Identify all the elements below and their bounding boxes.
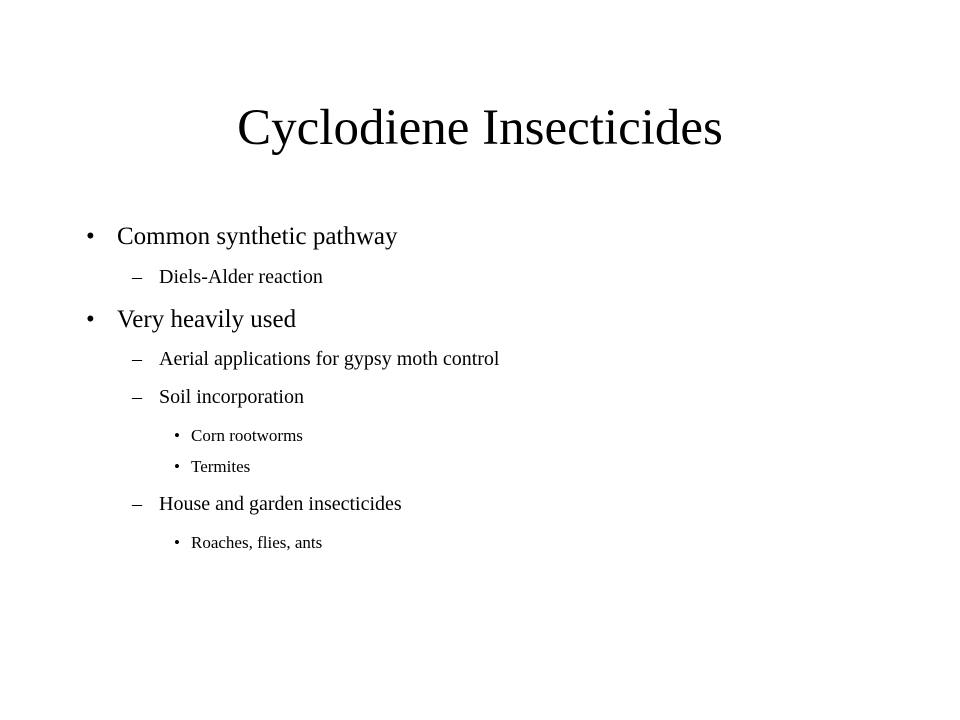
bullet-text: Corn rootworms [191,426,303,445]
bullet-level3 [174,426,303,446]
dash-marker: – [132,386,142,408]
bullet-text: Common synthetic pathway [117,223,398,250]
bullet-level2 [132,347,500,371]
bullet-marker: • [86,306,95,333]
bullet-level3 [174,457,251,477]
bullet-text: Diels-Alder reaction [159,266,323,288]
dash-marker: – [132,266,142,288]
bullet-marker: • [86,223,95,250]
bullet-marker: • [174,533,180,552]
bullet-level2 [132,265,323,289]
bullet-text: Very heavily used [117,306,297,333]
bullet-text: Soil incorporation [159,386,304,408]
bullet-level2 [132,492,402,516]
slide-title: Cyclodiene Insecticides [237,100,723,156]
bullet-text: Termites [191,457,251,476]
bullet-text: Aerial applications for gypsy moth control [159,348,500,370]
bullet-level3 [174,533,323,553]
bullet-level1 [86,305,297,335]
bullet-text: Roaches, flies, ants [191,533,323,552]
bullet-marker: • [174,426,180,445]
bullet-level2 [132,385,304,409]
bullet-text: House and garden insecticides [159,493,402,515]
dash-marker: – [132,493,142,515]
bullet-level1 [86,222,398,252]
dash-marker: – [132,348,142,370]
bullet-marker: • [174,457,180,476]
